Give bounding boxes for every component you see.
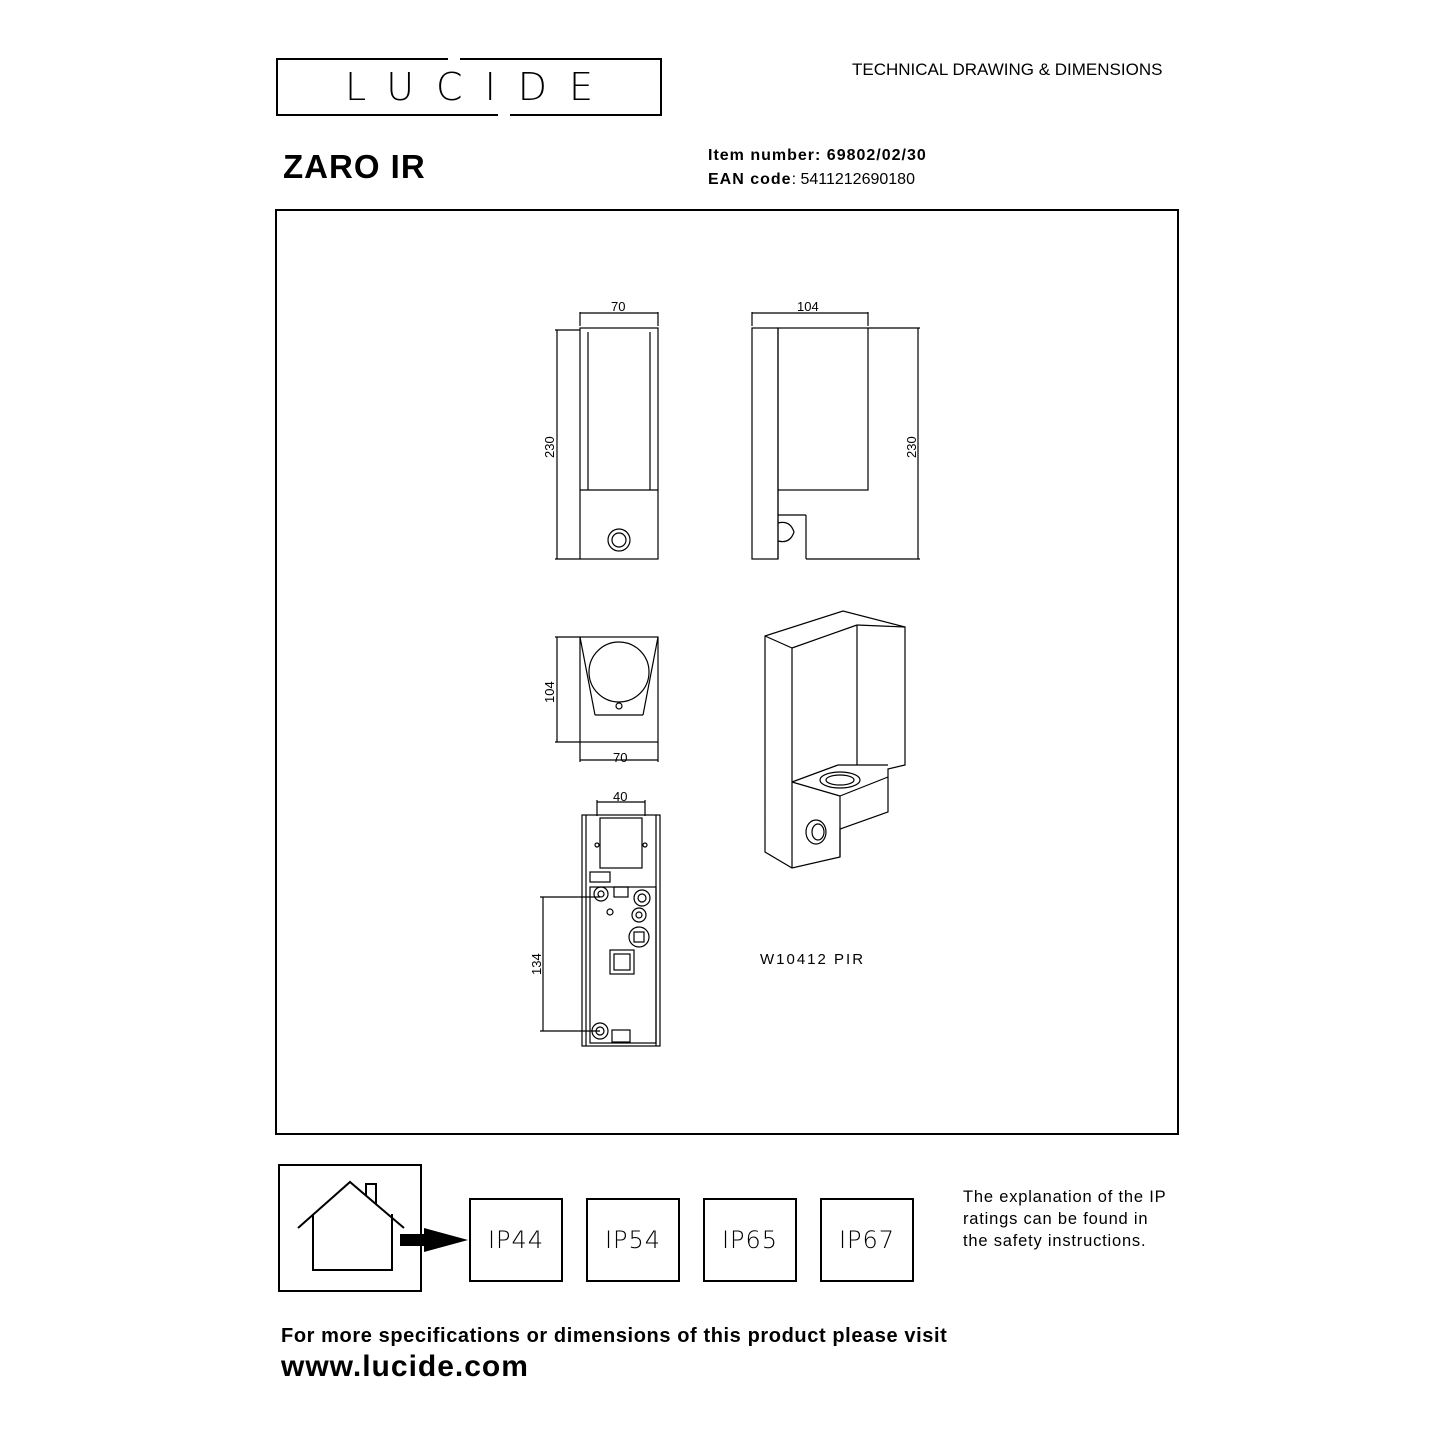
front-height-dim: 230 — [542, 436, 557, 458]
footer-more-info: For more specifications or dimensions of this product please visit — [281, 1325, 948, 1347]
ip67-badge: IP67 — [820, 1198, 914, 1282]
ean-value: : 5411212690180 — [791, 171, 915, 188]
isometric-view — [765, 611, 905, 868]
logo-text: LUCIDE — [344, 65, 616, 109]
side-depth-dim: 104 — [797, 299, 819, 314]
side-view — [752, 312, 920, 559]
front-view — [555, 312, 658, 559]
ip44-badge: IP44 — [469, 1198, 563, 1282]
front-width-dim: 70 — [611, 299, 626, 314]
item-number-value: 69802/02/30 — [826, 147, 927, 164]
item-number-label: Item number: — [708, 147, 822, 164]
back-mount-dim: 134 — [529, 953, 544, 975]
footer-url-link[interactable]: www.lucide.com — [281, 1350, 529, 1383]
top-width-dim: 70 — [613, 750, 628, 765]
product-name: ZARO IR — [283, 148, 426, 185]
side-height-dim: 230 — [904, 436, 919, 458]
indoor-icon-frame — [278, 1164, 422, 1292]
ip65-badge: IP65 — [703, 1198, 797, 1282]
back-box-width-dim: 40 — [613, 789, 628, 804]
document-title: TECHNICAL DRAWING & DIMENSIONS — [852, 60, 1163, 79]
top-view — [555, 637, 658, 762]
back-view — [540, 800, 660, 1046]
ip-rating-note: The explanation of the IP ratings can be found in the safety instructions. — [963, 1188, 1167, 1250]
ip54-badge: IP54 — [586, 1198, 680, 1282]
ean-label: EAN code — [708, 171, 792, 188]
model-code: W10412 PIR — [760, 951, 866, 968]
top-depth-dim: 104 — [542, 681, 557, 703]
